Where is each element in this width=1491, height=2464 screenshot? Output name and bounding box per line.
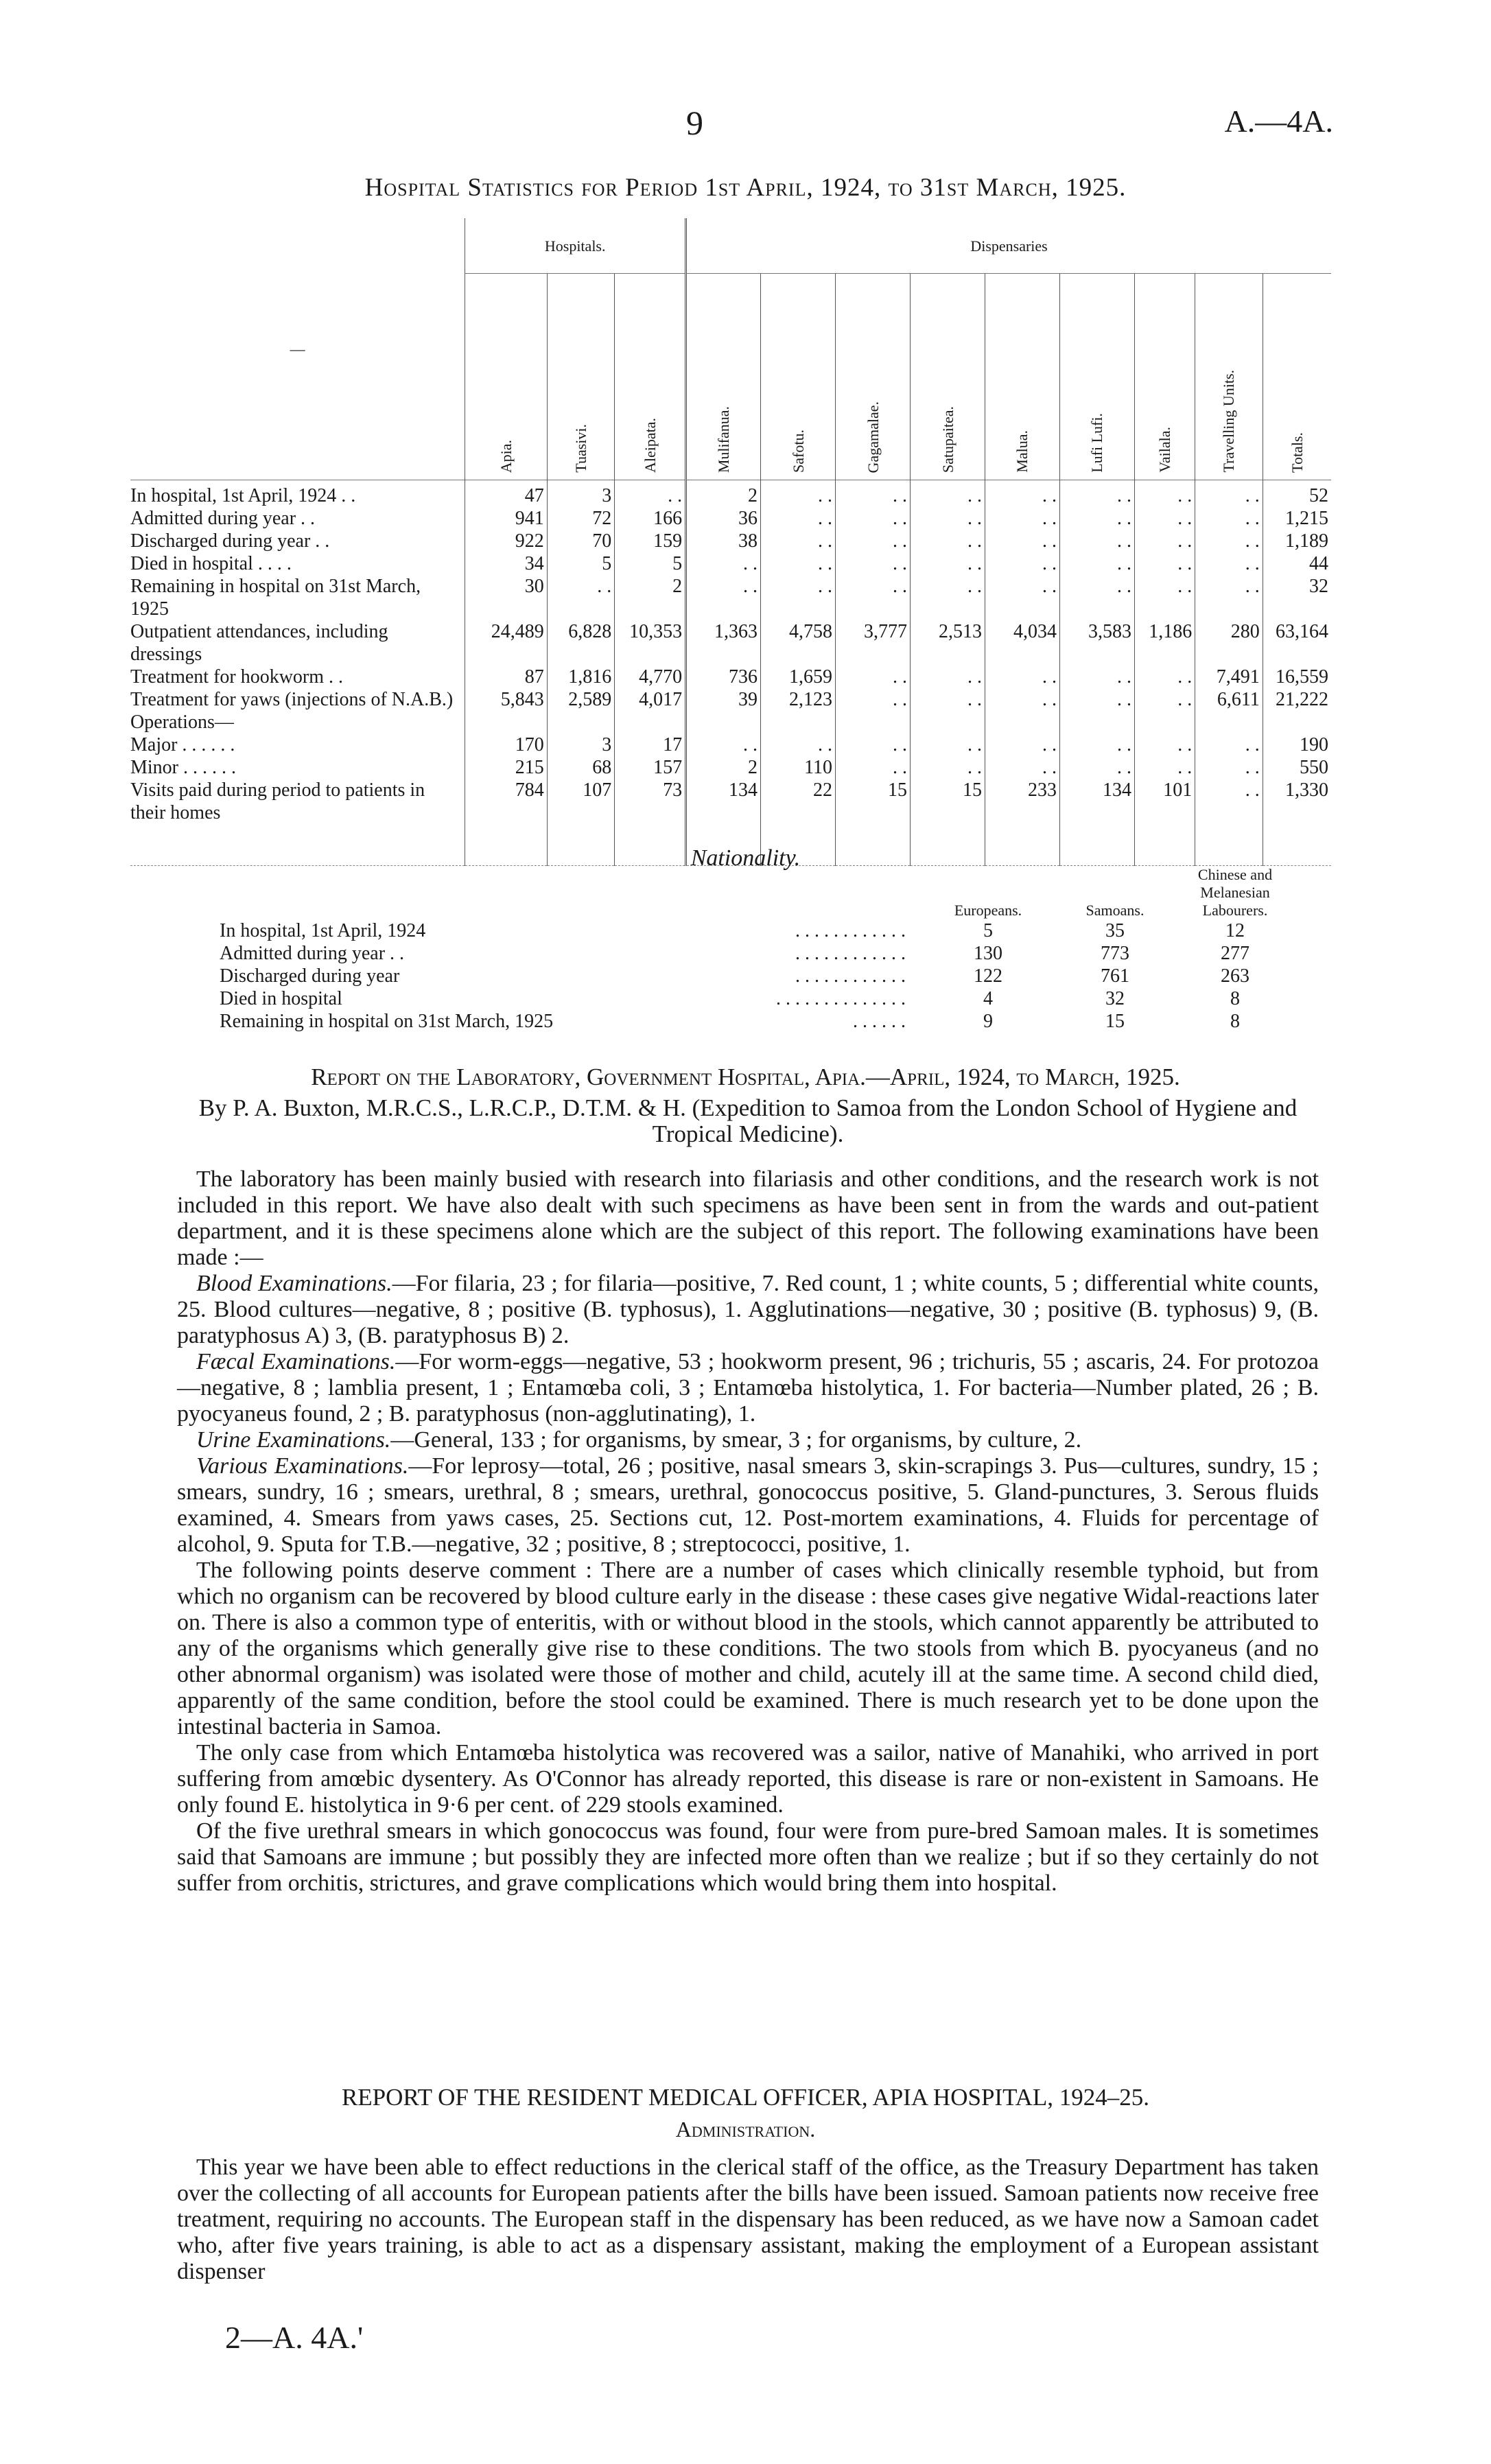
column-header (686, 274, 761, 480)
urine-paragraph (177, 1427, 1319, 1453)
lab-report-byline: By P. A. Buxton, M.R.C.S., L.R.C.P., D.T.M. & H. (Expedition to Samoa from the London School of Hygiene and Tropical Medicine). (198, 1094, 1298, 1147)
table-cell: 190 (1263, 734, 1331, 756)
table-row (130, 575, 1331, 620)
table-cell: . . (761, 480, 836, 508)
table-cell: 16,559 (1263, 666, 1331, 688)
table-cell: . . (1195, 575, 1263, 620)
leader-dots: . . . . . . (853, 1011, 906, 1032)
nationality-table (220, 866, 1297, 1033)
table-cell: 30 (465, 575, 547, 620)
table-cell: . . (1195, 734, 1263, 756)
table-cell: . . (761, 575, 836, 620)
column-header (1195, 274, 1263, 480)
leader-dots: . . . . . . . . . . . . . . (776, 988, 906, 1009)
table-cell: . . (1059, 688, 1134, 711)
nationality-row (220, 919, 1297, 942)
table-cell: . . (1195, 552, 1263, 575)
rmo-report-title: REPORT OF THE RESIDENT MEDICAL OFFICER, APIA HOSPITAL, 1924–25. (341, 2084, 1150, 2111)
leader-dots: . . . . . . . . . . . . (795, 943, 906, 964)
table-cell: . . (911, 507, 985, 530)
table-cell: 68 (547, 756, 615, 779)
table-cell: 17 (615, 734, 686, 756)
column-header-label: Apia. (497, 439, 515, 473)
row-label: Admitted during year . . (130, 508, 316, 529)
table-cell: . . (1195, 507, 1263, 530)
table-cell: . . (911, 552, 985, 575)
column-header (1059, 274, 1134, 480)
table-cell: . . (761, 507, 836, 530)
blood-paragraph (177, 1271, 1319, 1349)
table-cell: 3 (547, 734, 615, 756)
table-cell: . . (911, 734, 985, 756)
table-cell: . . (1134, 552, 1195, 575)
administration-paragraph: This year we have been able to effect reductions in the clerical staff of the office, as the Treasury Department has taken over the collecting of all accounts for European patients after the bills have been issued. Samoan patients now receive free treatment, requiring no accounts. The European staff in the dispensary has been reduced, as we have now a Samoan cadet who, after five years training, is able to act as a dispensary assistant, making the employment of a European assistant dispenser (177, 2155, 1319, 2284)
table-cell (615, 711, 686, 734)
column-header-label: Lufi Lufi. (1088, 413, 1106, 473)
table-cell: . . (836, 552, 911, 575)
table-cell (836, 711, 911, 734)
table-cell: . . (1134, 734, 1195, 756)
table-cell: 36 (686, 507, 761, 530)
table-row (130, 530, 1331, 552)
table-cell: 22 (761, 779, 836, 824)
table-cell: 70 (547, 530, 615, 552)
nationality-cell: 773 (1101, 943, 1129, 964)
table-cell (1263, 711, 1331, 734)
lab-report-title: Report on the Laboratory, Government Hospital, Apia.—April, 1924, to March, 1925. (311, 1064, 1180, 1090)
nationality-row-label (220, 965, 919, 987)
table-row (130, 666, 1331, 688)
table-cell (1059, 711, 1134, 734)
table-cell: 39 (686, 688, 761, 711)
table-cell: 4,017 (615, 688, 686, 711)
table-cell: 134 (686, 779, 761, 824)
table-cell: 1,215 (1263, 507, 1331, 530)
table-cell: . . (1195, 530, 1263, 552)
table-cell: . . (985, 734, 1060, 756)
table-cell: . . (985, 552, 1060, 575)
table-row (130, 756, 1331, 779)
table-cell: . . (911, 688, 985, 711)
gonococcus-paragraph: Of the five urethral smears in which gonococcus was found, four were from pure-bred Samoan males. It is sometimes said that Samoans are immune ; but possibly they are infected more often than we realize ; but if so they certainly do not suffer from orchitis, strictures, and grave complications which would bring them into hospital. (177, 1818, 1319, 1896)
table-cell: 107 (547, 779, 615, 824)
nationality-column-header: Samoans. (1085, 902, 1144, 919)
table-cell: . . (985, 756, 1060, 779)
row-label: Remaining in hospital on 31st March, 1925 (130, 576, 421, 620)
table-cell: 101 (1134, 779, 1195, 824)
table-cell: 1,816 (547, 666, 615, 688)
table-cell: 166 (615, 507, 686, 530)
table-cell: 550 (1263, 756, 1331, 779)
table-cell: 1,186 (1134, 620, 1195, 666)
table-cell: 73 (615, 779, 686, 824)
table-row (130, 552, 1331, 575)
table-cell: . . (1134, 688, 1195, 711)
table-cell: . . (911, 756, 985, 779)
blood-heading: Blood Examinations. (196, 1271, 392, 1296)
table-cell: 21,222 (1263, 688, 1331, 711)
row-label: Discharged during year . . (130, 530, 330, 552)
table-cell: 32 (1263, 575, 1331, 620)
table-cell: 44 (1263, 552, 1331, 575)
row-label-text: In hospital, 1st April, 1924 (220, 920, 426, 941)
table-cell: 10,353 (615, 620, 686, 666)
various-text: —For leprosy—total, 26 ; positive, nasal smears 3, skin-scrapings 3. Pus—cultures, sundry, 15 ; smears, sundry, 16 ; smears, urethral, 8 ; smears, urethral, gonococcus positive, 5. Gland-punctures, 3. Serous fluids examined, 4. Smears from yaws cases, 25. Sections cut, 12. Post-mortem examinations, 4. Fluids for percentage of alcohol, 9. Sputa for T.B.—negative, 32 ; positive, 8 ; streptococci, positive, 1. (177, 1453, 1319, 1557)
table-cell: . . (1134, 480, 1195, 508)
urine-text: —General, 133 ; for organisms, by smear, 3 ; for organisms, by culture, 2. (390, 1427, 1082, 1453)
blood-text: —For filaria, 23 ; for filaria—positive, 7. Red count, 1 ; white counts, 5 ; differential white counts, 25. Blood cultures—negative, 8 ; positive (B. typhosus), 1. Agglutinations—negative, 30 ; positive (B. typhosus) 9, (B. paratyphosus A) 3, (B. paratyphosus B) 2. (177, 1271, 1319, 1348)
table-cell: 2 (686, 756, 761, 779)
table-cell (547, 711, 615, 734)
table-cell: . . (985, 575, 1060, 620)
table-cell: 4,770 (615, 666, 686, 688)
column-header (761, 274, 836, 480)
table-cell (1134, 711, 1195, 734)
table-cell: 4,758 (761, 620, 836, 666)
table-cell: 87 (465, 666, 547, 688)
table-cell: . . (836, 756, 911, 779)
comment-paragraph: The following points deserve comment : There are a number of cases which clinically resemble typhoid, but from which no organism can be recovered by blood culture early in the disease : these cases give negative Widal-reactions later on. There is also a common type of enteritis, with or without blood in the stools, which cannot apparently be attributed to any of the organisms which generally give rise to these conditions. The two stools from which B. pyocyaneus (and no other abnormal organism) was isolated were those of mother and child, acutely ill at the same time. A second child died, apparently of the same condition, before the stool could be examined. There is much research yet to be done upon the intestinal bacteria in Samoa. (177, 1558, 1319, 1739)
table-row (130, 620, 1331, 666)
table-cell: . . (1059, 552, 1134, 575)
row-label: Operations— (130, 712, 234, 733)
row-label: Treatment for yaws (injections of N.A.B.) (130, 689, 454, 710)
table-cell: . . (686, 575, 761, 620)
leader-dots: . . . . . . . . . . . . (795, 965, 906, 987)
dispensaries-group-header: Dispensaries (686, 218, 1331, 274)
various-paragraph (177, 1453, 1319, 1558)
faecal-paragraph (177, 1349, 1319, 1427)
table-cell: . . (547, 575, 615, 620)
table-cell: . . (1059, 480, 1134, 508)
table-cell (911, 711, 985, 734)
table-cell: 736 (686, 666, 761, 688)
table-cell: 5 (547, 552, 615, 575)
column-header-label: Vailala. (1156, 427, 1174, 473)
row-label: In hospital, 1st April, 1924 . . (130, 480, 465, 508)
table-cell: 47 (465, 480, 547, 508)
column-header (465, 274, 547, 480)
nationality-cell: 15 (1105, 1011, 1125, 1032)
table-cell: . . (911, 575, 985, 620)
nationality-title: Nationality. (690, 845, 801, 871)
table-cell: 2 (615, 575, 686, 620)
table-cell: . . (836, 575, 911, 620)
table-cell: 5,843 (465, 688, 547, 711)
row-label: Visits paid during period to patients in their homes (130, 779, 425, 823)
column-header-label: Tuasivi. (572, 424, 589, 473)
row-label-text: Remaining in hospital on 31st March, 1925 (220, 1011, 554, 1032)
table-row (130, 711, 1331, 734)
table-cell: 280 (1195, 620, 1263, 666)
table-cell: . . (911, 480, 985, 508)
table-cell: 3,583 (1059, 620, 1134, 666)
table-cell: . . (1059, 530, 1134, 552)
table-cell: . . (836, 480, 911, 508)
faecal-heading: Fæcal Examinations. (196, 1349, 396, 1374)
row-label: Minor . . . . . . (130, 757, 236, 778)
nationality-cell: 263 (1221, 965, 1249, 987)
table-cell: 24,489 (465, 620, 547, 666)
table-cell: 5 (615, 552, 686, 575)
lab-report-body (177, 1166, 1319, 1897)
table-cell: . . (1059, 734, 1134, 756)
nationality-cell: 4 (983, 988, 993, 1009)
table-cell: . . (1059, 575, 1134, 620)
row-label: Major . . . . . . (130, 734, 235, 755)
table-cell: 2,123 (761, 688, 836, 711)
table-cell: 159 (615, 530, 686, 552)
table-cell: 6,611 (1195, 688, 1263, 711)
table-cell (465, 711, 547, 734)
table-cell: . . (1134, 756, 1195, 779)
column-header (985, 274, 1060, 480)
rmo-report-body (177, 2155, 1319, 2285)
row-label-text: Admitted during year . . (220, 943, 405, 964)
table-cell: 233 (985, 779, 1060, 824)
table-cell: 941 (465, 507, 547, 530)
table-cell: . . (1134, 666, 1195, 688)
table-cell: . . (911, 530, 985, 552)
table-cell: 63,164 (1263, 620, 1331, 666)
table-cell: 110 (761, 756, 836, 779)
table-cell: 157 (615, 756, 686, 779)
nationality-row (220, 942, 1297, 965)
nationality-cell: 761 (1101, 965, 1129, 987)
table-cell (985, 711, 1060, 734)
column-header-label: Malua. (1013, 430, 1031, 473)
table-cell: . . (985, 530, 1060, 552)
table-cell: . . (1134, 575, 1195, 620)
nationality-cell: 32 (1105, 988, 1125, 1009)
column-header (615, 274, 686, 480)
table-cell (686, 711, 761, 734)
table-cell: . . (836, 530, 911, 552)
nationality-row-label (220, 987, 919, 1010)
nationality-column-header: Chinese and Melanesian Labourers. (1197, 866, 1273, 919)
table-cell: . . (761, 530, 836, 552)
nationality-cell: 5 (983, 920, 993, 941)
table-cell: 134 (1059, 779, 1134, 824)
column-header-label: Totals. (1288, 432, 1306, 473)
table-cell: 2,589 (547, 688, 615, 711)
table-cell: 2 (686, 480, 761, 508)
nationality-cell: 9 (983, 1011, 993, 1032)
document-reference: A.—4A. (1224, 104, 1333, 139)
table-cell: . . (1195, 756, 1263, 779)
table-cell: . . (761, 552, 836, 575)
nationality-row-label (220, 919, 919, 942)
table-cell: 6,828 (547, 620, 615, 666)
hospital-statistics-title: Hospital Statistics for Period 1st April, 1924, to 31st March, 1925. (364, 174, 1127, 202)
histolytica-paragraph: The only case from which Entamœba histolytica was recovered was a sailor, native of Manahiki, who arrived in port suffering from amœbic dysentery. As O'Connor has already reported, this disease is rare or non-existent in Samoans. He only found E. histolytica in 9·6 per cent. of 229 stools examined. (177, 1740, 1319, 1818)
table-cell: 4,034 (985, 620, 1060, 666)
table-cell: 34 (465, 552, 547, 575)
nationality-cell: 130 (974, 943, 1002, 964)
column-header (911, 274, 985, 480)
row-label: Outpatient attendances, including dressings (130, 621, 388, 665)
nationality-row (220, 965, 1297, 987)
nationality-row (220, 987, 1297, 1010)
faecal-text: —For worm-eggs—negative, 53 ; hookworm present, 96 ; trichuris, 55 ; ascaris, 24. For protozoa—negative, 8 ; lamblia present, 1 ; Entamœba coli, 3 ; Entamœba histolytica, 1. For bacteria—Number plated, 26 ; B. pyocyaneus found, 2 ; B. paratyphosus (non-agglutinating), 1. (177, 1349, 1319, 1427)
table-row (130, 480, 1331, 508)
table-cell: 1,189 (1263, 530, 1331, 552)
table-cell: . . (615, 480, 686, 508)
row-label: Died in hospital . . . . (130, 553, 292, 574)
table-cell: 3 (547, 480, 615, 508)
column-header (1263, 274, 1331, 480)
table-cell (1195, 711, 1263, 734)
column-header-label: Mulifanua. (715, 406, 733, 473)
page-number: 9 (686, 104, 703, 142)
table-cell: . . (836, 688, 911, 711)
table-cell: 1,330 (1263, 779, 1331, 824)
nationality-row-label (220, 1010, 919, 1033)
table-cell: . . (1134, 530, 1195, 552)
table-cell: 1,659 (761, 666, 836, 688)
table-cell: . . (985, 480, 1060, 508)
table-cell: 15 (911, 779, 985, 824)
column-header-label: Aleipata. (641, 417, 659, 473)
nationality-cell: 12 (1225, 920, 1245, 941)
table-cell: . . (1195, 779, 1263, 824)
column-header-label: Safotu. (789, 430, 807, 473)
table-cell: 7,491 (1195, 666, 1263, 688)
administration-subtitle: Administration. (675, 2117, 816, 2142)
hospital-statistics-table (130, 218, 1331, 866)
table-cell: . . (1134, 507, 1195, 530)
nationality-column-header: Europeans. (954, 902, 1022, 919)
table-cell: 52 (1263, 480, 1331, 508)
table-cell: 3,777 (836, 620, 911, 666)
table-cell: 2,513 (911, 620, 985, 666)
column-header (547, 274, 615, 480)
table-cell: . . (836, 507, 911, 530)
table-cell: 784 (465, 779, 547, 824)
nationality-cell: 8 (1230, 1011, 1240, 1032)
column-header-label: Travelling Units. (1220, 370, 1238, 473)
table-cell: . . (761, 734, 836, 756)
table-cell: 922 (465, 530, 547, 552)
table-cell: 72 (547, 507, 615, 530)
table-cell: . . (1059, 666, 1134, 688)
table-cell: . . (985, 688, 1060, 711)
table-row (130, 688, 1331, 711)
table-cell: . . (985, 666, 1060, 688)
nationality-cell: 8 (1230, 988, 1240, 1009)
intro-paragraph: The laboratory has been mainly busied with research into filariasis and other conditions, and the research work is not included in this report. We have also dealt with such specimens as have been sent in from the wards and out-patient department, and it is these specimens alone which are the subject of this report. The following examinations have been made :— (177, 1166, 1319, 1270)
table-cell: . . (836, 734, 911, 756)
table-cell: . . (911, 666, 985, 688)
table-cell: . . (1195, 480, 1263, 508)
table-cell: . . (1059, 507, 1134, 530)
nationality-row-label (220, 942, 919, 965)
footer-signature: 2—A. 4A.' (225, 2320, 364, 2355)
table-cell: . . (836, 666, 911, 688)
various-heading: Various Examinations. (196, 1453, 409, 1479)
table-cell: . . (686, 552, 761, 575)
table-cell: 38 (686, 530, 761, 552)
table-row (130, 734, 1331, 756)
table-cell: . . (985, 507, 1060, 530)
leader-dots: . . . . . . . . . . . . (795, 920, 906, 941)
table-cell: . . (1059, 756, 1134, 779)
table-cell: . . (686, 734, 761, 756)
nationality-row (220, 1010, 1297, 1033)
table-cell: 1,363 (686, 620, 761, 666)
table-row (130, 507, 1331, 530)
table-row (130, 779, 1331, 824)
row-label-text: Discharged during year (220, 965, 400, 987)
table-cell: 215 (465, 756, 547, 779)
column-header (1134, 274, 1195, 480)
row-label: Treatment for hookworm . . (130, 666, 344, 688)
nationality-cell: 122 (974, 965, 1002, 987)
hospitals-group-header: Hospitals. (465, 218, 686, 274)
stub-header: — (290, 340, 305, 357)
column-header-label: Gagamalae. (864, 401, 882, 473)
table-cell: 15 (836, 779, 911, 824)
table-cell: 170 (465, 734, 547, 756)
urine-heading: Urine Examinations. (196, 1427, 391, 1453)
nationality-cell: 35 (1105, 920, 1125, 941)
table-cell (761, 711, 836, 734)
column-header-label: Satupaitea. (939, 406, 956, 473)
nationality-cell: 277 (1221, 943, 1249, 964)
column-header (836, 274, 911, 480)
row-label-text: Died in hospital (220, 988, 342, 1009)
